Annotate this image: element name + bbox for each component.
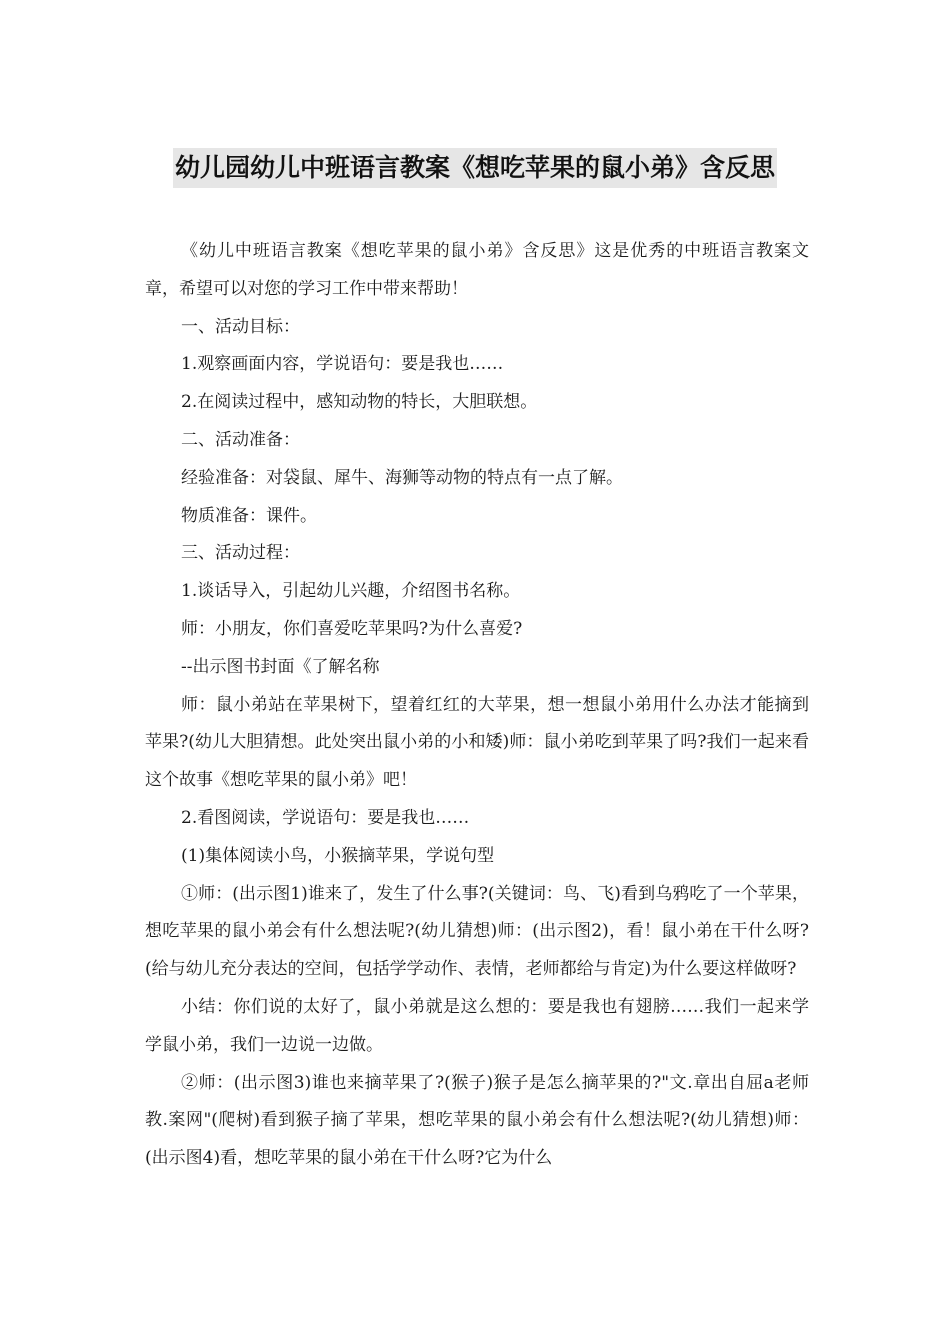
cover-note: --出示图书封面《了解名称 [181, 656, 380, 677]
heading-objectives: 一、活动目标： [181, 316, 300, 337]
preparation-materials: 物质准备：课件。 [181, 505, 317, 526]
objective-item-2: 2.在阅读过程中，感知动物的特长，大胆联想。 [181, 392, 538, 413]
paragraph-intro: 《幼儿中班语言教案《想吃苹果的鼠小弟》含反思》这是优秀的中班语言教案文章，希望可以对您的学习工作中带来帮助！ [145, 241, 809, 299]
group-reading: (1)集体阅读小鸟，小猴摘苹果，学说句型 [181, 845, 495, 866]
process-step-1: 1.谈话导入，引起幼儿兴趣，介绍图书名称。 [181, 581, 521, 602]
heading-process: 三、活动过程： [181, 543, 300, 564]
summary: 小结：你们说的太好了，鼠小弟就是这么想的：要是我也有翅膀……我们一起来学学鼠小弟，我们一边说一边做。 [145, 996, 809, 1055]
process-step-2: 2.看图阅读，学说语句：要是我也…… [181, 807, 470, 828]
teacher-question: 师：小朋友，你们喜爱吃苹果吗?为什么喜爱? [181, 618, 523, 639]
document-body [145, 233, 809, 1178]
teacher-story-intro: 师：鼠小弟站在苹果树下，望着红红的大苹果，想一想鼠小弟用什么办法才能摘到苹果?(幼儿大胆猜想。此处突出鼠小弟的小和矮)师：鼠小弟吃到苹果了吗?我们一起来看这个故事《想吃苹果的鼠小弟》吧！ [145, 694, 809, 791]
objective-item-1: 1.观察画面内容，学说语句：要是我也…… [181, 354, 504, 375]
picture-3-4-discussion: ②师：(出示图3)谁也来摘苹果了?(猴子)猴子是怎么摘苹果的?"文.章出自屈a老师教.案网"(爬树)看到猴子摘了苹果，想吃苹果的鼠小弟会有什么想法呢?(幼儿猜想)师：(出示图4)看，想吃苹果的鼠小弟在干什么呀?它为什么 [145, 1072, 809, 1169]
picture-1-2-discussion: ①师：(出示图1)谁来了，发生了什么事?(关键词：鸟、飞)看到乌鸦吃了一个苹果，想吃苹果的鼠小弟会有什么想法呢?(幼儿猜想)师：(出示图2)，看！鼠小弟在干什么呀?(给与幼儿充分表达的空间，包括学学动作、表情，老师都给与肯定)为什么要这样做呀? [145, 883, 809, 980]
preparation-experience: 经验准备：对袋鼠、犀牛、海狮等动物的特点有一点了解。 [181, 467, 623, 488]
title-container [0, 148, 950, 188]
document-title: 幼儿园幼儿中班语言教案《想吃苹果的鼠小弟》含反思 [173, 148, 777, 188]
heading-preparation: 二、活动准备： [181, 429, 300, 450]
